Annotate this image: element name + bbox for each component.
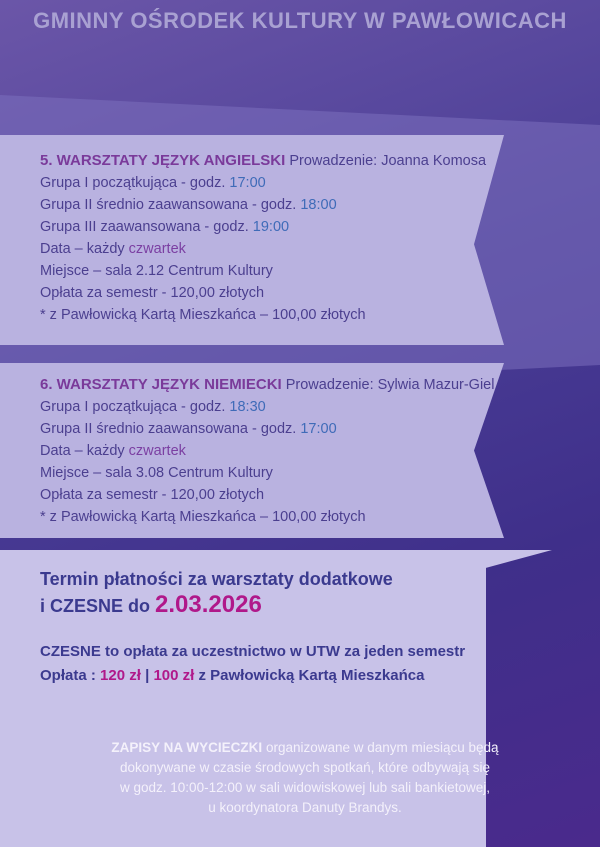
english-group-1: Grupa I początkująca - godz. 17:00 (40, 175, 266, 191)
english-group-2: Grupa II średnio zaawansowana - godz. 18:00 (40, 197, 337, 213)
page-header: GMINNY OŚRODEK KULTURY W PAWŁOWICACH (33, 8, 567, 33)
german-title: 6. WARSZTATY JĘZYK NIEMIECKI (40, 376, 282, 393)
german-group-2: Grupa II średnio zaawansowana - godz. 17:00 (40, 421, 337, 437)
payment-deadline: Termin płatności za warsztaty dodatkowe i CZESNE do 2.03.2026 (40, 569, 393, 618)
english-group-3: Grupa III zaawansowana - godz. 19:00 (40, 219, 290, 235)
german-date: Data – każdy czwartek (40, 443, 186, 459)
german-fee: Opłata za semestr - 120,00 złotych (40, 487, 265, 503)
english-lead: Prowadzenie: Joanna Komosa (289, 153, 487, 169)
trips-info: ZAPISY NA WYCIECZKI organizowane w danym miesiącu będą dokonywane w czasie środowych spotkań, które odbywają się w godz. 10:00-12:00 w sali widowiskowej lub sali bankietowej, u koordynatora Danuty Brandys. (111, 740, 499, 815)
english-place: Miejsce – sala 2.12 Centrum Kultury (40, 263, 273, 279)
english-section (40, 150, 486, 326)
english-fee-card: * z Pawłowicką Kartą Mieszkańca – 100,00 złotych (40, 307, 366, 323)
german-place: Miejsce – sala 3.08 Centrum Kultury (40, 465, 273, 481)
german-section (40, 374, 494, 528)
english-date: Data – każdy czwartek (40, 241, 186, 257)
payment-date: 2.03.2026 (155, 591, 262, 618)
english-title: 5. WARSZTATY JĘZYK ANGIELSKI (40, 152, 286, 169)
german-fee-card: * z Pawłowicką Kartą Mieszkańca – 100,00 złotych (40, 509, 366, 525)
english-fee: Opłata za semestr - 120,00 złotych (40, 285, 265, 301)
german-lead: Prowadzenie: Sylwia Mazur-Giel (285, 377, 495, 393)
czesne-info: CZESNE to opłata za uczestnictwo w UTW za jeden semestr Opłata : 120 zł | 100 zł z Pawłowicką Kartą Mieszkańca (40, 643, 466, 684)
german-group-1: Grupa I początkująca - godz. 18:30 (40, 399, 266, 415)
